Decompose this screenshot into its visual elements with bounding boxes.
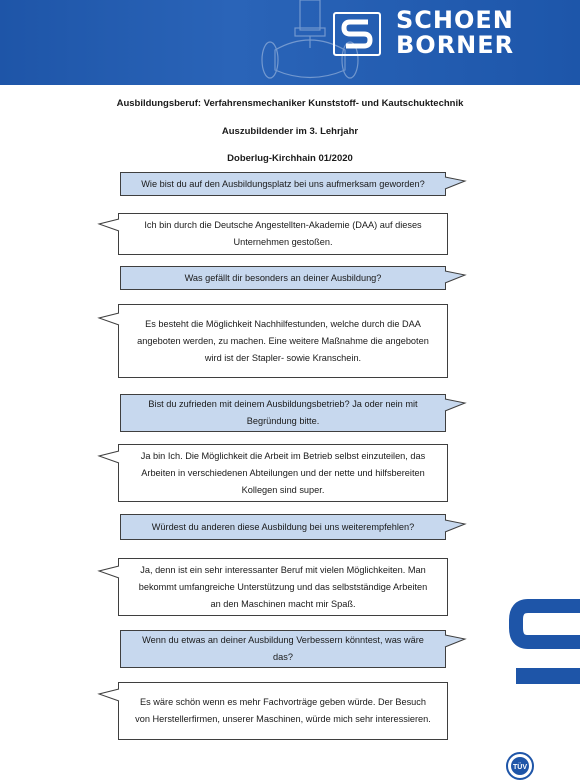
speech-tail-right-icon xyxy=(445,176,467,192)
header-banner xyxy=(0,0,580,85)
logo-wordmark-line1: SCHOEN xyxy=(396,6,514,34)
speech-tail-left-icon xyxy=(99,450,119,466)
question-bubble: Was gefällt dir besonders an deiner Ausbildung? xyxy=(120,266,446,290)
speech-tail-left-icon xyxy=(99,312,119,328)
speech-tail-right-icon xyxy=(445,398,467,414)
speech-tail-right-icon xyxy=(445,519,467,535)
tuv-badge-text: TÜV xyxy=(513,764,527,771)
question-bubble: Wie bist du auf den Ausbildungsplatz bei uns aufmerksam geworden? xyxy=(120,172,446,196)
answer-bubble: Ja bin Ich. Die Möglichkeit die Arbeit im Betrieb selbst einzuteilen, das Arbeiten in verschiedenen Abteilungen und der nette und hilfsbereiten Kollegen sind super. xyxy=(118,444,448,502)
speech-tail-left-icon xyxy=(99,565,119,581)
question-bubble: Würdest du anderen diese Ausbildung bei uns weiterempfehlen? xyxy=(120,514,446,540)
answer-bubble: Es wäre schön wenn es mehr Fachvorträge geben würde. Der Besuch von Herstellerfirmen, unserer Maschinen, würde mich sehr interessieren. xyxy=(118,682,448,740)
question-bubble: Bist du zufrieden mit deinem Ausbildungsbetrieb? Ja oder nein mit Begründung bitte. xyxy=(120,394,446,432)
brand-s-shape-icon xyxy=(508,598,580,686)
speech-tail-left-icon xyxy=(99,218,119,234)
speech-tail-right-icon xyxy=(445,270,467,286)
trainee-heading: Auszubildender im 3. Lehrjahr xyxy=(221,126,359,137)
profession-heading: Ausbildungsberuf: Verfahrensmechaniker Kunststoff- und Kautschuktechnik xyxy=(116,98,464,109)
speech-tail-left-icon xyxy=(99,688,119,704)
answer-bubble: Es besteht die Möglichkeit Nachhilfestunden, welche durch die DAA angeboten werden, zu machen. Eine weitere Maßnahme die angeboten wird ist der Stapler- sowie Kranschein. xyxy=(118,304,448,378)
answer-bubble: Ja, denn ist ein sehr interessanter Beruf mit vielen Möglichkeiten. Man bekommt umfangreiche Unterstützung und das selbstständige Arbeiten an den Maschinen macht mir Spaß. xyxy=(118,558,448,616)
speech-tail-right-icon xyxy=(445,634,467,650)
question-bubble: Wenn du etwas an deiner Ausbildung Verbessern könntest, was wäre das? xyxy=(120,630,446,668)
tuv-certification-badge-icon xyxy=(503,752,537,780)
answer-bubble: Ich bin durch die Deutsche Angestellten-Akademie (DAA) auf dieses Unternehmen gestoßen. xyxy=(118,213,448,255)
logo-mark-icon xyxy=(333,12,381,56)
location-date-heading: Doberlug-Kirchhain 01/2020 xyxy=(227,153,353,164)
logo-wordmark-line2: BORNER xyxy=(396,31,515,59)
